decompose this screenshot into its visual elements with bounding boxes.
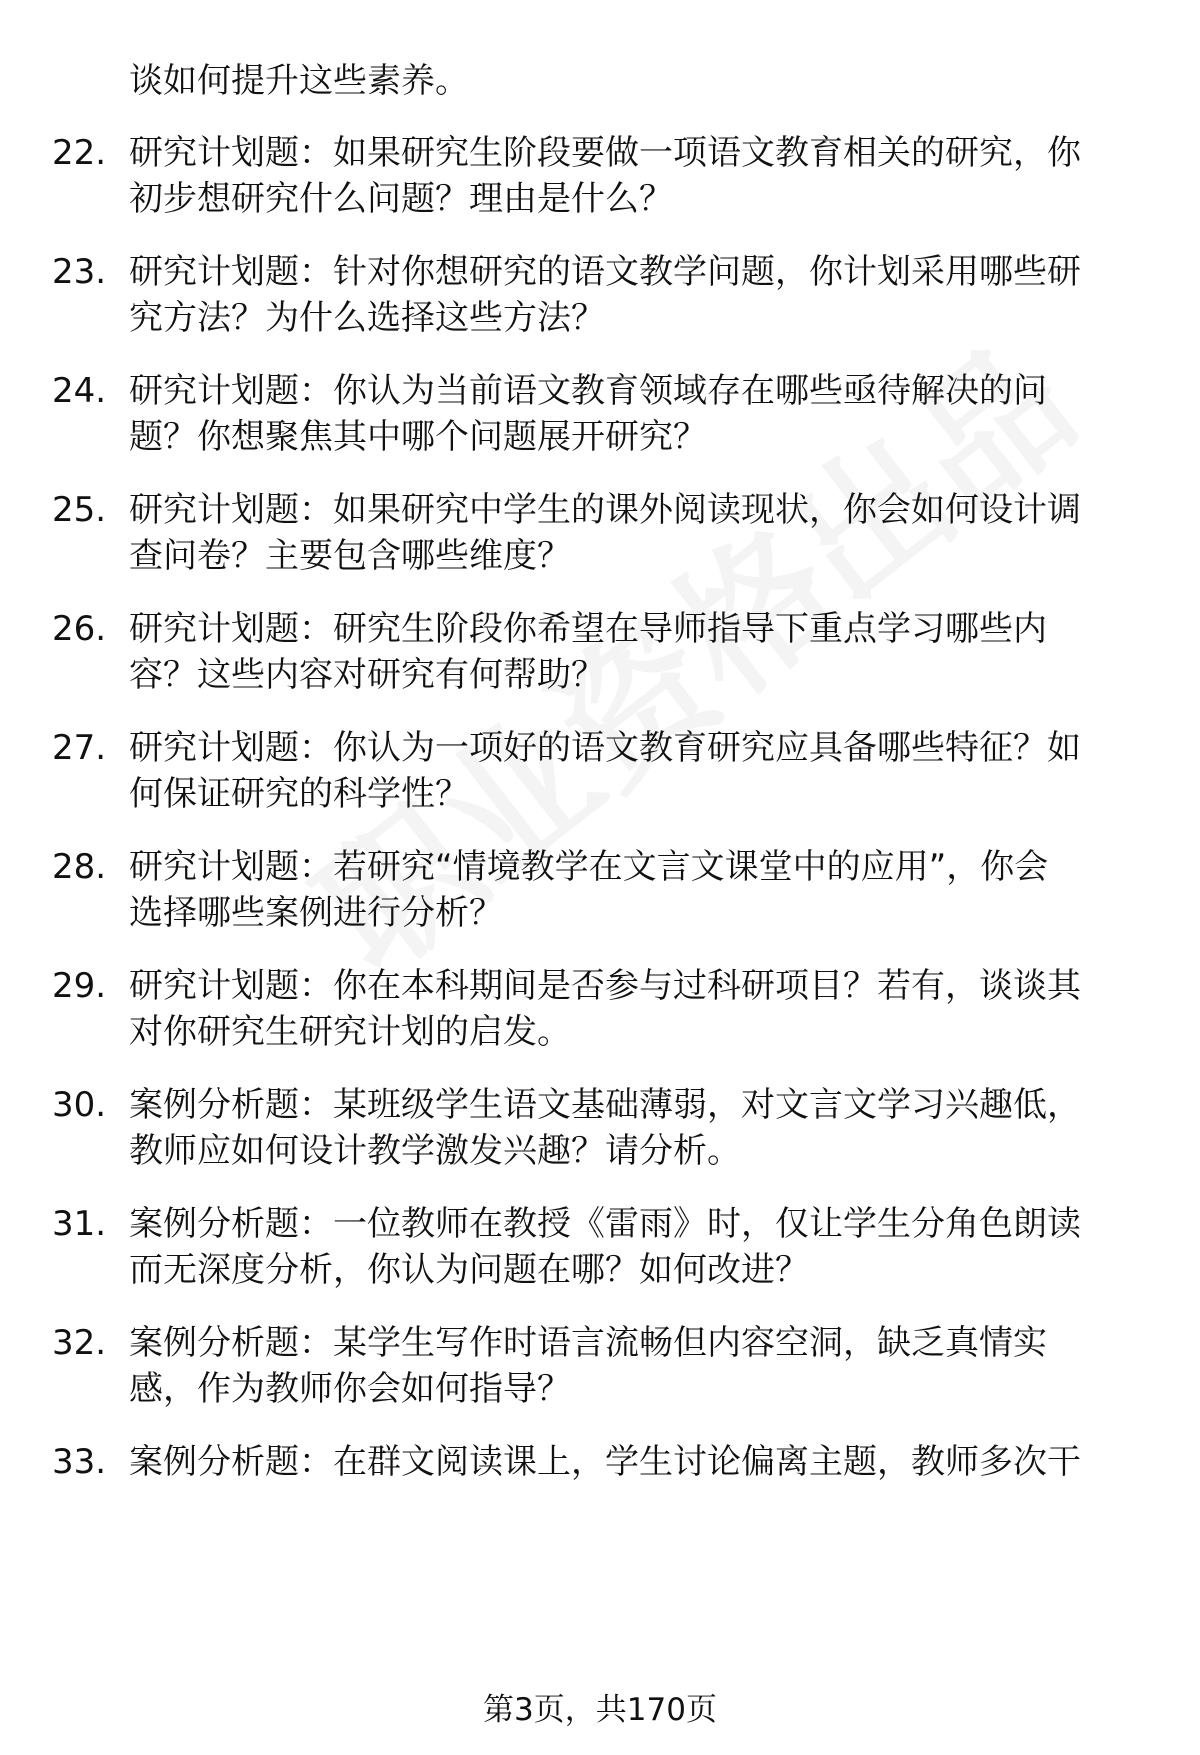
question-text-line: 研究计划题：你认为当前语文教育领域存在哪些亟待解决的问 [129, 371, 1047, 411]
page-footer: 第3页，共170页 [483, 1692, 717, 1728]
question-text-line: 容？这些内容对研究有何帮助？ [129, 655, 605, 695]
question-number: 33. [52, 1442, 107, 1482]
question-text-line: 研究计划题：如果研究中学生的课外阅读现状，你会如何设计调 [129, 490, 1081, 530]
question-text-line: 案例分析题：某班级学生语文基础薄弱，对文言文学习兴趣低， [129, 1085, 1081, 1125]
question-number: 22. [52, 133, 107, 173]
question-text-line: 究方法？为什么选择这些方法？ [129, 298, 605, 338]
question-text-line: 教师应如何设计教学激发兴趣？请分析。 [129, 1131, 741, 1171]
question-text-line: 题？你想聚焦其中哪个问题展开研究？ [129, 417, 707, 457]
question-number: 30. [52, 1085, 107, 1125]
question-text-line: 研究计划题：如果研究生阶段要做一项语文教育相关的研究，你 [129, 133, 1081, 173]
question-number: 27. [52, 728, 107, 768]
question-text-line: 研究计划题：你在本科期间是否参与过科研项目？若有，谈谈其 [129, 966, 1081, 1006]
question-text-line: 初步想研究什么问题？理由是什么？ [129, 179, 673, 219]
question-text-line: 研究计划题：针对你想研究的语文教学问题，你计划采用哪些研 [129, 252, 1081, 292]
question-number: 32. [52, 1323, 107, 1363]
question-text-line: 案例分析题：在群文阅读课上，学生讨论偏离主题，教师多次干 [129, 1442, 1081, 1482]
question-text-line: 何保证研究的科学性？ [129, 774, 469, 814]
question-number: 23. [52, 252, 107, 292]
question-number: 31. [52, 1204, 107, 1244]
question-text-line: 感，作为教师你会如何指导？ [129, 1369, 571, 1409]
question-text-line: 对你研究生研究计划的启发。 [129, 1012, 571, 1052]
question-number: 25. [52, 490, 107, 530]
question-number: 29. [52, 966, 107, 1006]
question-text-line: 研究计划题：研究生阶段你希望在导师指导下重点学习哪些内 [129, 609, 1047, 649]
question-number: 24. [52, 371, 107, 411]
question-text-line: 研究计划题：你认为一项好的语文教育研究应具备哪些特征？如 [129, 728, 1081, 768]
question-text-line: 而无深度分析，你认为问题在哪？如何改进？ [129, 1250, 809, 1290]
question-text-line: 查问卷？主要包含哪些维度？ [129, 536, 571, 576]
question-text-line: 选择哪些案例进行分析？ [129, 893, 503, 933]
question-text-line: 研究计划题：若研究“情境教学在文言文课堂中的应用”，你会 [129, 847, 1049, 887]
question-text-line: 案例分析题：某学生写作时语言流畅但内容空洞，缺乏真情实 [129, 1323, 1047, 1363]
question-text-line: 案例分析题：一位教师在教授《雷雨》时，仅让学生分角色朗读 [129, 1204, 1081, 1244]
question-number: 28. [52, 847, 107, 887]
question-number: 26. [52, 609, 107, 649]
continuation-line: 谈如何提升这些素养。 [129, 61, 469, 101]
